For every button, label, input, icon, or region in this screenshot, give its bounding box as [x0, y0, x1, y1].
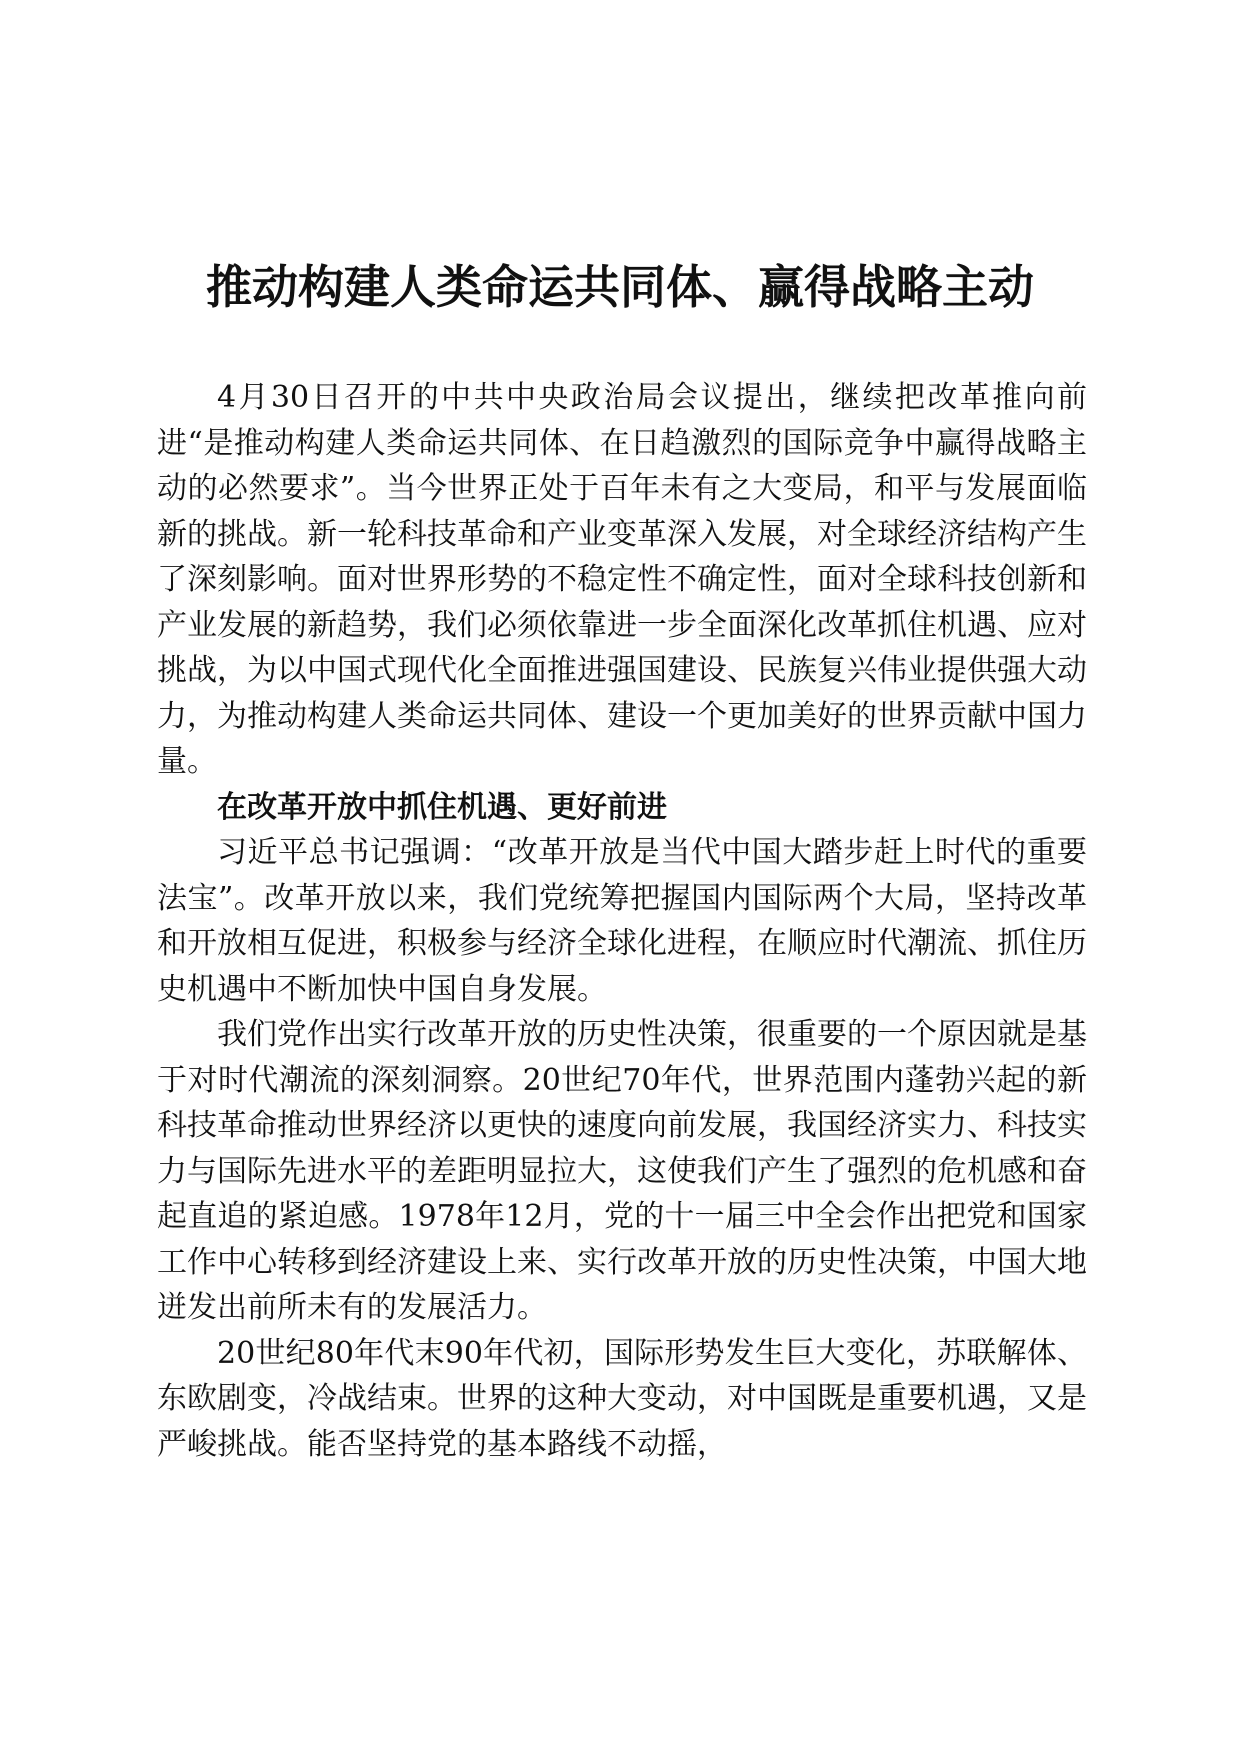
section-paragraph-1: 习近平总书记强调：“改革开放是当代中国大踏步赶上时代的重要法宝”。改革开放以来，我们党统筹把握国内国际两个大局，坚持改革和开放相互促进，积极参与经济全球化进程，在顺应时代潮流、抓住历史机遇中不断加快中国自身发展。: [157, 835, 1087, 1007]
section-paragraph-3: 20世纪80年代末90年代初，国际形势发生巨大变化，苏联解体、东欧剧变，冷战结束。世界的这种大变动，对中国既是重要机遇，又是严峻挑战。能否坚持党的基本路线不动摇，: [157, 1335, 1087, 1462]
intro-paragraph: 4月30日召开的中共中央政治局会议提出，继续把改革推向前进“是推动构建人类命运共同体、在日趋激烈的国际竞争中赢得战略主动的必然要求”。当今世界正处于百年未有之大变局，和平与发展面临新的挑战。新一轮科技革命和产业变革深入发展，对全球经济结构产生了深刻影响。面对世界形势的不稳定性不确定性，面对全球科技创新和产业发展的新趋势，我们必须依靠进一步全面深化改革抓住机遇、应对挑战，为以中国式现代化全面推进强国建设、民族复兴伟业提供强大动力，为推动构建人类命运共同体、建设一个更加美好的世界贡献中国力量。: [157, 380, 1087, 779]
document-title: 推动构建人类命运共同体、赢得战略主动: [206, 260, 1034, 314]
section-heading: 在改革开放中抓住机遇、更好前进: [217, 789, 667, 825]
document-body: [157, 375, 1087, 1467]
section-paragraph-2: 我们党作出实行改革开放的历史性决策，很重要的一个原因就是基于对时代潮流的深刻洞察。20世纪70年代，世界范围内蓬勃兴起的新科技革命推动世界经济以更快的速度向前发展，我国经济实力、科技实力与国际先进水平的差距明显拉大，这使我们产生了强烈的危机感和奋起直追的紧迫感。1978年12月，党的十一届三中全会作出把党和国家工作中心转移到经济建设上来、实行改革开放的历史性决策，中国大地迸发出前所未有的发展活力。: [157, 1017, 1087, 1325]
